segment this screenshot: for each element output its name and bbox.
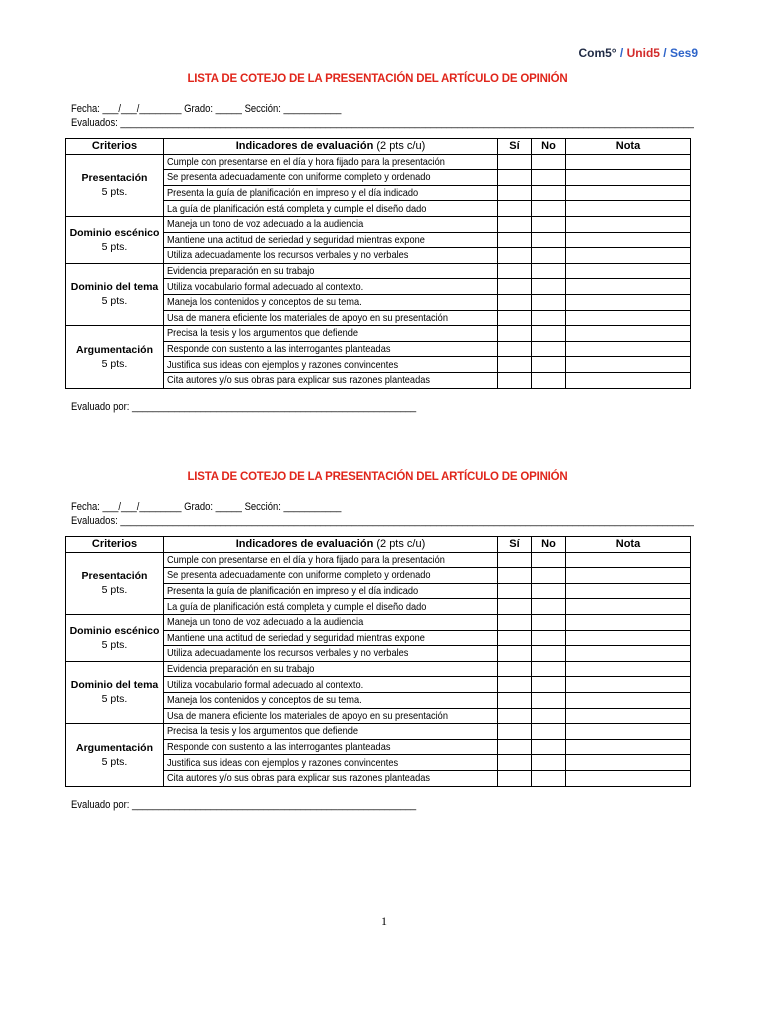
- table-header-row: [66, 537, 691, 553]
- criterion-name: Dominio del tema: [70, 679, 159, 692]
- header-nota: Nota: [566, 139, 691, 155]
- no-cell[interactable]: [532, 154, 566, 170]
- nota-cell[interactable]: [566, 248, 691, 264]
- nota-cell[interactable]: [566, 154, 691, 170]
- no-cell[interactable]: [532, 661, 566, 677]
- session-code: Ses9: [669, 46, 698, 60]
- indicator-cell: [164, 552, 498, 568]
- evaluado-por-line: Evaluado por: ______________________________________________________: [71, 400, 417, 413]
- indicator-cell: [164, 341, 498, 357]
- no-cell[interactable]: [532, 232, 566, 248]
- nota-cell[interactable]: [566, 263, 691, 279]
- si-cell[interactable]: [498, 614, 532, 630]
- indicator-text: Maneja un tono de voz adecuado a la audiencia: [167, 218, 364, 231]
- header-indicadores-sub: (2 pts c/u): [373, 538, 426, 551]
- no-cell[interactable]: [532, 770, 566, 786]
- criterion-cell: [66, 216, 164, 263]
- no-cell[interactable]: [532, 692, 566, 708]
- no-cell[interactable]: [532, 310, 566, 326]
- criterion-name: Argumentación: [75, 741, 153, 754]
- no-cell[interactable]: [532, 279, 566, 295]
- table-header-row: [66, 139, 691, 155]
- course-code: Com5°: [578, 46, 617, 60]
- criterion-name: Argumentación: [75, 343, 153, 356]
- header-indicadores-label: Indicadores de evaluación: [235, 140, 374, 153]
- si-cell[interactable]: [498, 599, 532, 615]
- indicator-text: Maneja los contenidos y conceptos de su tema.: [167, 296, 362, 309]
- header-no: No: [532, 139, 566, 155]
- indicator-cell: [164, 170, 498, 186]
- indicator-cell: [164, 568, 498, 584]
- no-cell[interactable]: [532, 552, 566, 568]
- header-si: Sí: [498, 139, 532, 155]
- nota-cell[interactable]: [566, 185, 691, 201]
- sheet-title: LISTA DE COTEJO DE LA PRESENTACIÓN DEL ARTÍCULO DE OPINIÓN: [187, 73, 568, 85]
- si-cell[interactable]: [498, 568, 532, 584]
- indicator-cell: [164, 154, 498, 170]
- indicator-cell: [164, 185, 498, 201]
- no-cell[interactable]: [532, 201, 566, 217]
- table-row: [66, 661, 691, 677]
- indicator-cell: [164, 232, 498, 248]
- si-cell[interactable]: [498, 279, 532, 295]
- criterion-name: Presentación: [81, 570, 148, 583]
- evaluados-line: Evaluados: _____________________________________________________________________________________________________________: [71, 515, 694, 527]
- indicator-cell: [164, 614, 498, 630]
- indicator-text: Mantiene una actitud de seriedad y seguridad mientras expone: [167, 631, 425, 644]
- indicator-cell: [164, 357, 498, 373]
- nota-cell[interactable]: [566, 724, 691, 740]
- no-cell[interactable]: [532, 248, 566, 264]
- no-cell[interactable]: [532, 170, 566, 186]
- criterion-name: Dominio del tema: [70, 281, 159, 294]
- criterion-cell: [66, 552, 164, 614]
- si-cell[interactable]: [498, 294, 532, 310]
- indicator-cell: [164, 216, 498, 232]
- indicator-cell: [164, 201, 498, 217]
- si-cell[interactable]: [498, 552, 532, 568]
- indicator-cell: [164, 692, 498, 708]
- si-cell[interactable]: [498, 692, 532, 708]
- nota-cell[interactable]: [566, 326, 691, 342]
- no-cell[interactable]: [532, 599, 566, 615]
- no-cell[interactable]: [532, 614, 566, 630]
- si-cell[interactable]: [498, 755, 532, 771]
- indicator-text: Utiliza adecuadamente los recursos verbales y no verbales: [167, 249, 409, 262]
- indicator-text: Utiliza vocabulario formal adecuado al contexto.: [167, 280, 364, 293]
- indicator-cell: [164, 372, 498, 388]
- si-cell[interactable]: [498, 201, 532, 217]
- nota-cell[interactable]: [566, 357, 691, 373]
- nota-cell[interactable]: [566, 661, 691, 677]
- table-row: [66, 154, 691, 170]
- criterion-cell: [66, 263, 164, 325]
- indicator-text: La guía de planificación está completa y cumple el diseño dado: [167, 600, 427, 613]
- fecha-line: Fecha: ___/___/________ Grado: _____ Sección: ___________: [71, 103, 342, 115]
- criterion-name: Dominio escénico: [69, 226, 160, 239]
- no-cell[interactable]: [532, 294, 566, 310]
- si-cell[interactable]: [498, 372, 532, 388]
- no-cell[interactable]: [532, 646, 566, 662]
- nota-cell[interactable]: [566, 646, 691, 662]
- criterion-points: 5 pts.: [101, 186, 128, 199]
- criterion-cell: [66, 724, 164, 786]
- header-criterios: Criterios: [66, 537, 164, 553]
- page-number: 1: [381, 914, 387, 928]
- indicator-text: La guía de planificación está completa y cumple el diseño dado: [167, 202, 427, 215]
- si-cell[interactable]: [498, 170, 532, 186]
- nota-cell[interactable]: [566, 583, 691, 599]
- criterion-points: 5 pts.: [101, 240, 128, 253]
- table-row: [66, 724, 691, 740]
- indicator-cell: [164, 677, 498, 693]
- si-cell[interactable]: [498, 583, 532, 599]
- no-cell[interactable]: [532, 739, 566, 755]
- no-cell[interactable]: [532, 263, 566, 279]
- nota-cell[interactable]: [566, 341, 691, 357]
- no-cell[interactable]: [532, 755, 566, 771]
- indicator-cell: [164, 294, 498, 310]
- nota-cell[interactable]: [566, 708, 691, 724]
- no-cell[interactable]: [532, 357, 566, 373]
- header-nota: Nota: [566, 537, 691, 553]
- si-cell[interactable]: [498, 708, 532, 724]
- nota-cell[interactable]: [566, 372, 691, 388]
- header-no: No: [532, 537, 566, 553]
- indicator-cell: [164, 326, 498, 342]
- si-cell[interactable]: [498, 341, 532, 357]
- indicator-text: Cumple con presentarse en el día y hora fijado para la presentación: [167, 553, 445, 566]
- indicator-text: Usa de manera eficiente los materiales de apoyo en su presentación: [167, 709, 448, 722]
- nota-cell[interactable]: [566, 739, 691, 755]
- evaluados-line: Evaluados: _____________________________________________________________________________________________________________: [71, 117, 694, 129]
- no-cell[interactable]: [532, 583, 566, 599]
- si-cell[interactable]: [498, 154, 532, 170]
- indicator-text: Cita autores y/o sus obras para explicar sus razones planteadas: [167, 374, 430, 387]
- separator: /: [659, 46, 670, 60]
- criterion-name: Dominio escénico: [69, 624, 160, 637]
- si-cell[interactable]: [498, 232, 532, 248]
- indicator-text: Precisa la tesis y los argumentos que defiende: [167, 327, 359, 340]
- indicator-text: Se presenta adecuadamente con uniforme completo y ordenado: [167, 569, 431, 582]
- criterion-points: 5 pts.: [101, 693, 128, 706]
- no-cell[interactable]: [532, 724, 566, 740]
- nota-cell[interactable]: [566, 279, 691, 295]
- indicator-text: Utiliza vocabulario formal adecuado al contexto.: [167, 678, 364, 691]
- indicator-text: Justifica sus ideas con ejemplos y razones convincentes: [167, 358, 399, 371]
- indicator-cell: [164, 630, 498, 646]
- indicator-text: Usa de manera eficiente los materiales de apoyo en su presentación: [167, 311, 448, 324]
- no-cell[interactable]: [532, 326, 566, 342]
- indicator-cell: [164, 248, 498, 264]
- header-indicadores: [164, 139, 498, 155]
- indicator-text: Maneja los contenidos y conceptos de su tema.: [167, 694, 362, 707]
- indicator-text: Cita autores y/o sus obras para explicar sus razones planteadas: [167, 772, 430, 785]
- nota-cell[interactable]: [566, 310, 691, 326]
- table-row: [66, 216, 691, 232]
- nota-cell[interactable]: [566, 677, 691, 693]
- si-cell[interactable]: [498, 248, 532, 264]
- criterion-points: 5 pts.: [101, 755, 128, 768]
- header-criterios: Criterios: [66, 139, 164, 155]
- indicator-text: Presenta la guía de planificación en impreso y el día indicado: [167, 187, 419, 200]
- si-cell[interactable]: [498, 739, 532, 755]
- checklist-sheet-1: [65, 73, 694, 413]
- indicator-cell: [164, 770, 498, 786]
- indicator-text: Precisa la tesis y los argumentos que defiende: [167, 725, 359, 738]
- no-cell[interactable]: [532, 185, 566, 201]
- indicator-text: Evidencia preparación en su trabajo: [167, 663, 315, 676]
- nota-cell[interactable]: [566, 294, 691, 310]
- fecha-line: Fecha: ___/___/________ Grado: _____ Sección: ___________: [71, 501, 342, 513]
- nota-cell[interactable]: [566, 770, 691, 786]
- table-row: [66, 552, 691, 568]
- indicator-text: Maneja un tono de voz adecuado a la audiencia: [167, 616, 364, 629]
- indicator-cell: [164, 583, 498, 599]
- nota-cell[interactable]: [566, 692, 691, 708]
- indicator-text: Cumple con presentarse en el día y hora fijado para la presentación: [167, 155, 445, 168]
- nota-cell[interactable]: [566, 568, 691, 584]
- indicator-text: Responde con sustento a las interrogantes planteadas: [167, 343, 391, 356]
- si-cell[interactable]: [498, 310, 532, 326]
- unit-code: Unid5: [626, 46, 660, 60]
- indicator-cell: [164, 646, 498, 662]
- nota-cell[interactable]: [566, 630, 691, 646]
- si-cell[interactable]: [498, 216, 532, 232]
- header-si: Sí: [498, 537, 532, 553]
- table-row: [66, 263, 691, 279]
- nota-cell[interactable]: [566, 614, 691, 630]
- si-cell[interactable]: [498, 661, 532, 677]
- table-row: [66, 326, 691, 342]
- indicator-cell: [164, 661, 498, 677]
- indicator-cell: [164, 755, 498, 771]
- indicator-cell: [164, 310, 498, 326]
- nota-cell[interactable]: [566, 201, 691, 217]
- no-cell[interactable]: [532, 677, 566, 693]
- criterion-cell: [66, 661, 164, 723]
- indicator-cell: [164, 708, 498, 724]
- no-cell[interactable]: [532, 216, 566, 232]
- checklist-table: [65, 138, 691, 389]
- criterion-cell: [66, 154, 164, 216]
- nota-cell[interactable]: [566, 552, 691, 568]
- no-cell[interactable]: [532, 630, 566, 646]
- evaluado-por-line: Evaluado por: ______________________________________________________: [71, 798, 417, 811]
- header-indicadores: [164, 537, 498, 553]
- header-indicadores-sub: (2 pts c/u): [373, 140, 426, 153]
- checklist-sheet-2: [65, 471, 694, 811]
- indicator-text: Justifica sus ideas con ejemplos y razones convincentes: [167, 756, 399, 769]
- si-cell[interactable]: [498, 185, 532, 201]
- criterion-points: 5 pts.: [101, 295, 128, 308]
- si-cell[interactable]: [498, 357, 532, 373]
- si-cell[interactable]: [498, 630, 532, 646]
- si-cell[interactable]: [498, 724, 532, 740]
- separator: /: [616, 46, 627, 60]
- si-cell[interactable]: [498, 326, 532, 342]
- criterion-name: Presentación: [81, 172, 148, 185]
- no-cell[interactable]: [532, 372, 566, 388]
- indicator-cell: [164, 724, 498, 740]
- criterion-cell: [66, 326, 164, 388]
- checklist-table: [65, 536, 691, 787]
- indicator-text: Utiliza adecuadamente los recursos verbales y no verbales: [167, 647, 409, 660]
- nota-cell[interactable]: [566, 170, 691, 186]
- indicator-cell: [164, 263, 498, 279]
- page-header-code: [578, 46, 698, 60]
- table-row: [66, 614, 691, 630]
- indicator-cell: [164, 599, 498, 615]
- si-cell[interactable]: [498, 646, 532, 662]
- header-indicadores-label: Indicadores de evaluación: [235, 538, 374, 551]
- nota-cell[interactable]: [566, 755, 691, 771]
- criterion-points: 5 pts.: [101, 357, 128, 370]
- no-cell[interactable]: [532, 568, 566, 584]
- criterion-points: 5 pts.: [101, 638, 128, 651]
- no-cell[interactable]: [532, 708, 566, 724]
- sheet-title: LISTA DE COTEJO DE LA PRESENTACIÓN DEL ARTÍCULO DE OPINIÓN: [187, 471, 568, 483]
- criterion-cell: [66, 614, 164, 661]
- nota-cell[interactable]: [566, 216, 691, 232]
- indicator-text: Mantiene una actitud de seriedad y seguridad mientras expone: [167, 233, 425, 246]
- indicator-text: Se presenta adecuadamente con uniforme completo y ordenado: [167, 171, 431, 184]
- nota-cell[interactable]: [566, 232, 691, 248]
- indicator-text: Presenta la guía de planificación en impreso y el día indicado: [167, 585, 419, 598]
- indicator-text: Responde con sustento a las interrogantes planteadas: [167, 741, 391, 754]
- indicator-cell: [164, 739, 498, 755]
- si-cell[interactable]: [498, 263, 532, 279]
- si-cell[interactable]: [498, 770, 532, 786]
- no-cell[interactable]: [532, 341, 566, 357]
- si-cell[interactable]: [498, 677, 532, 693]
- nota-cell[interactable]: [566, 599, 691, 615]
- indicator-text: Evidencia preparación en su trabajo: [167, 265, 315, 278]
- criterion-points: 5 pts.: [101, 584, 128, 597]
- indicator-cell: [164, 279, 498, 295]
